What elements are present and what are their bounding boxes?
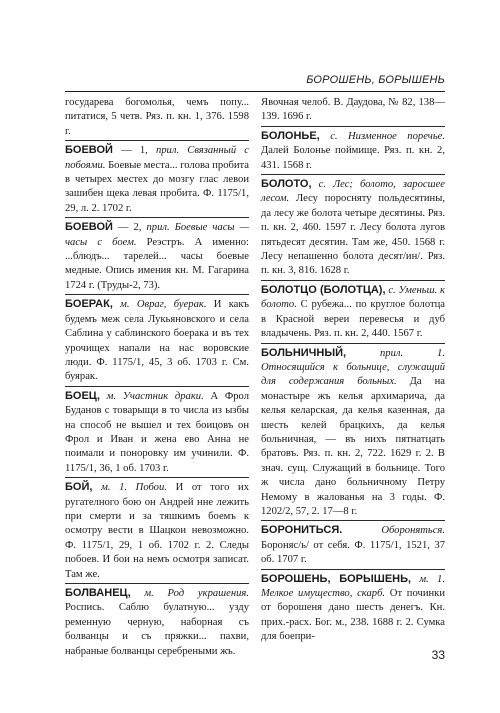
- dictionary-entry: [65, 217, 249, 293]
- dictionary-entry: [261, 343, 445, 520]
- entry-separator: [92, 482, 101, 493]
- entry-headword: БОРОШЕНЬ, БОРЫШЕНЬ,: [261, 572, 412, 585]
- dictionary-entry: [261, 569, 445, 645]
- entry-body: И какъ будемъ меж села Лукьяновского и села Саблина у саблинского боерака и въ тех урочищех напали на нас воровские люди. Ф. 1175/1, 45, 3 об. 1703 г. См. буярак.: [65, 299, 250, 383]
- entry-body: С рубежа... по круглое болотца в Красной вереи перевесья и дуб владычень. Ряз. п. кн. 2, 440. 1567 г.: [261, 299, 445, 340]
- entry-headword: БОЛОТО,: [261, 178, 312, 191]
- entry-grammar: с. Уменьш. к болото.: [261, 284, 446, 311]
- entry-grammar: прил. Связанный с побоями.: [65, 145, 249, 171]
- dictionary-entry: [65, 294, 249, 384]
- entry-headword: БОРОНИТЬСЯ.: [261, 524, 343, 537]
- dictionary-entry: [261, 520, 445, 567]
- entry-grammar: с. Лес; болото, заросшее лесом.: [261, 179, 445, 205]
- entry-grammar: Обороняться.: [381, 525, 445, 537]
- entry-grammar: с. Низменное поречье.: [330, 130, 445, 142]
- entry-body: Реэстръ. А именно: ...блюдъ... тарелей... часы боевые медные. Опись имения кн. М. Гагарина 1724 г. (Труды-2, 73).: [65, 236, 249, 291]
- running-header: БОРОШЕНЬ, БОРЫШЕНЬ: [306, 74, 445, 86]
- dictionary-entry: [65, 140, 249, 216]
- entry-headword: БОЕЦ,: [65, 389, 100, 402]
- header-rule: [65, 91, 445, 92]
- entry-headword: БОЕВОЙ: [65, 221, 113, 234]
- continued-entry: [261, 96, 445, 125]
- dictionary-entry: [65, 386, 249, 476]
- entry-headword: БОЙ,: [65, 481, 93, 494]
- dictionary-entry: [261, 174, 445, 279]
- entry-separator: [342, 525, 381, 536]
- entry-headword: БОЕВОЙ: [65, 144, 113, 157]
- entry-body: Далей Болонье поймище. Ряз. п. кн. 2, 431. 1568 г.: [261, 145, 445, 171]
- entry-separator: [131, 588, 145, 599]
- entry-grammar: м. Овраг, буерак.: [120, 299, 207, 311]
- left-column: [65, 96, 249, 660]
- dictionary-entry: [261, 126, 445, 173]
- entry-body: От починки от борошеня дано шесть денегъ. Кн. прих.-расх. Бог. м., 238. 1688 г. 2. Сумка для боепри-: [261, 588, 445, 643]
- entry-headword: БОЛВАНЕЦ,: [65, 587, 131, 599]
- entry-body: Боевые места... голова пробита в четырех местех до мозгу глас левои зашибен щека левая пробита. Ф. 1175/1, 29, л. 2. 1702 г.: [65, 159, 250, 214]
- entry-separator: [320, 131, 330, 142]
- entry-headword: БОЛОНЬЕ,: [261, 129, 320, 142]
- entry-separator: [100, 391, 107, 402]
- entry-grammar: м. 1. Побои.: [101, 482, 167, 494]
- entry-body: Да на монастыре жъ келья архимарича, да келья келарская, да келья казенная, да шесть келей брацкихъ, да келья больничная, — въ нихъ пятнатцать братовъ. Ряз. п. кн. 2, 722. 1629 г. 2. В знач. сущ. Служащий в больнице. Того ж числа дано больничному Петру Немому в жалованья на 3 годы. Ф. 1202/2, 57, 2. 17—8 г.: [261, 376, 445, 517]
- entry-separator: — 2,: [112, 222, 147, 234]
- entry-separator: [312, 179, 319, 190]
- entry-body: Роспись. Саблю булатную... узду ременную черную, наборная съ болванцы и съ пряжки... пахви, набраные болванцы серебреными жъ.: [65, 602, 249, 657]
- entry-grammar: м. 1. Мелкое имущество, скарб.: [261, 573, 445, 599]
- entry-body: И от того их ругателного бою он Андрей нне лежить при смерти и за тяшкимъ боемъ к осмотру вести в Шацкои невозможно. Ф. 1175/1, 29, 1 об. 1702 г. 2. Следы побоев. И бои на немъ осмотря записат. Там же.: [65, 482, 250, 580]
- entry-body: государева богомолья, чемъ попу... питатися, 5 четв. Ряз. п. кн. 1, 376. 1598 г.: [65, 97, 249, 137]
- entry-grammar: м. Род украшения.: [144, 588, 249, 599]
- page-number: 33: [431, 648, 445, 662]
- entry-headword: БОЛОТЦО (БОЛОТЦА),: [261, 283, 386, 296]
- continued-entry: [65, 96, 249, 139]
- right-column: [261, 96, 445, 646]
- entry-headword: БОЕРАК,: [65, 298, 113, 311]
- entry-headword: БОЛЬНИЧНЫЙ,: [261, 346, 347, 359]
- entry-grammar: прил. 1. Относящийся к больнице, служащий для содержания больных.: [261, 347, 445, 388]
- entry-body: Лесу поросняту польдесятины, да лесу же болота четыре десятины. Ряз. п. кн. 2, 460. 1597 г. Лесу болота лугов пятьдесят десятин. Там же, 450. 1568 г. Лесу непашенно болота десят/ин/. Ряз. п. кн. 3, 816. 1628 г.: [261, 193, 445, 277]
- entry-separator: — 1,: [112, 145, 156, 157]
- entry-grammar: прил. Боевые часы — часы с боем.: [65, 222, 249, 248]
- entry-body: Бороняс/ь/ от себя. Ф. 1175/1, 1521, 37 об. 1707 г.: [261, 539, 445, 566]
- dictionary-entry: [65, 477, 249, 582]
- entry-grammar: м. Участник драки.: [106, 390, 204, 402]
- dictionary-entry: [261, 280, 445, 342]
- entry-body: Явочная челоб. В. Даудова, № 82, 138—139. 1696 г.: [261, 97, 445, 123]
- entry-separator: [346, 348, 380, 359]
- entry-body: А Фрол Буданов с товарыщи в то числа из ызбы на способ не вышел и тех боицовъ он Фрол и Иван и жена ево Анна не поимали и поноровку им учинили. Ф. 1175/1, 36, 1 об. 1703 г.: [65, 390, 249, 474]
- dictionary-entry: [65, 583, 249, 659]
